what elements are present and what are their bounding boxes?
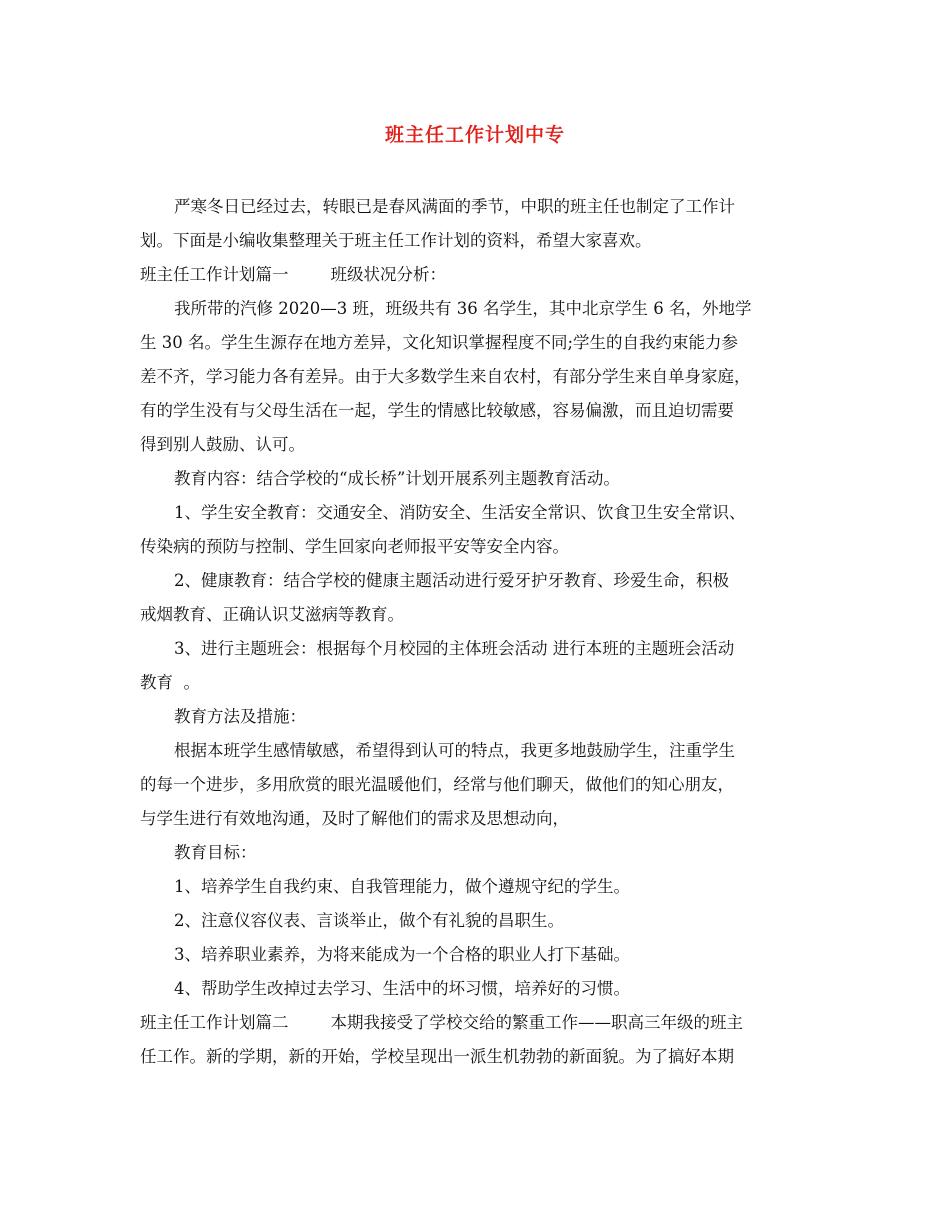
text-line: 根据本班学生感情敏感，希望得到认可的特点，我更多地鼓励学生，注重学生 bbox=[174, 741, 735, 760]
text-line: 得到别人鼓励、认可。 bbox=[140, 435, 305, 454]
text-line: 与学生进行有效地沟通，及时了解他们的需求及思想动向， bbox=[140, 809, 569, 828]
text-line: 教育目标： bbox=[174, 843, 257, 862]
text-line: 3、培养职业素养，为将来能成为一个合格的职业人打下基础。 bbox=[174, 945, 630, 964]
text-line: 我所带的汽修 2020—3 班，班级共有 36 名学生，其中北京学生 6 名，外地学 bbox=[174, 299, 752, 318]
text-line: 生 30 名。学生生源存在地方差异，文化知识掌握程度不同;学生的自我约束能力参 bbox=[140, 333, 739, 352]
text-line: 划。下面是小编收集整理关于班主任工作计划的资料，希望大家喜欢。 bbox=[140, 231, 652, 250]
text-line: 的每一个进步，多用欣赏的眼光温暖他们，经常与他们聊天，做他们的知心朋友， bbox=[140, 775, 734, 794]
text-line: 传染病的预防与控制、学生回家向老师报平安等安全内容。 bbox=[140, 537, 569, 556]
text-line: 4、帮助学生改掉过去学习、生活中的坏习惯，培养好的习惯。 bbox=[174, 979, 630, 998]
text-line: 严寒冬日已经过去，转眼已是春风满面的季节，中职的班主任也制定了工作计 bbox=[174, 197, 735, 216]
text-line: 任工作。新的学期，新的开始，学校呈现出一派生机勃勃的新面貌。为了搞好本期 bbox=[140, 1047, 734, 1066]
text-line: 班主任工作计划篇二 本期我接受了学校交给的繁重工作——职高三年级的班主 bbox=[140, 1013, 743, 1032]
text-line: 有的学生没有与父母生活在一起，学生的情感比较敏感，容易偏激，而且迫切需要 bbox=[140, 401, 734, 420]
text-line: 教育方法及措施： bbox=[174, 707, 306, 726]
text-line: 戒烟教育、正确认识艾滋病等教育。 bbox=[140, 605, 404, 624]
document-body bbox=[140, 190, 812, 1074]
text-line: 2、健康教育：结合学校的健康主题活动进行爱牙护牙教育、珍爱生命，积极 bbox=[174, 571, 729, 590]
text-line: 差不齐，学习能力各有差异。由于大多数学生来自农村，有部分学生来自单身家庭， bbox=[140, 367, 751, 386]
text-line: 教育 。 bbox=[140, 673, 200, 692]
text-line: 2、注意仪容仪表、言谈举止，做个有礼貌的昌职生。 bbox=[174, 911, 564, 930]
text-line: 3、进行主题班会：根据每个月校园的主体班会活动 进行本班的主题班会活动 bbox=[174, 639, 735, 658]
text-line: 班主任工作计划篇一 班级状况分析： bbox=[140, 265, 446, 284]
text-line: 1、学生安全教育：交通安全、消防安全、生活安全常识、饮食卫生安全常识、 bbox=[174, 503, 746, 522]
text-line: 教育内容：结合学校的“成长桥”计划开展系列主题教育活动。 bbox=[174, 469, 620, 488]
text-line: 1、培养学生自我约束、自我管理能力，做个遵规守纪的学生。 bbox=[174, 877, 630, 896]
document-title: 班主任工作计划中专 bbox=[384, 124, 565, 146]
